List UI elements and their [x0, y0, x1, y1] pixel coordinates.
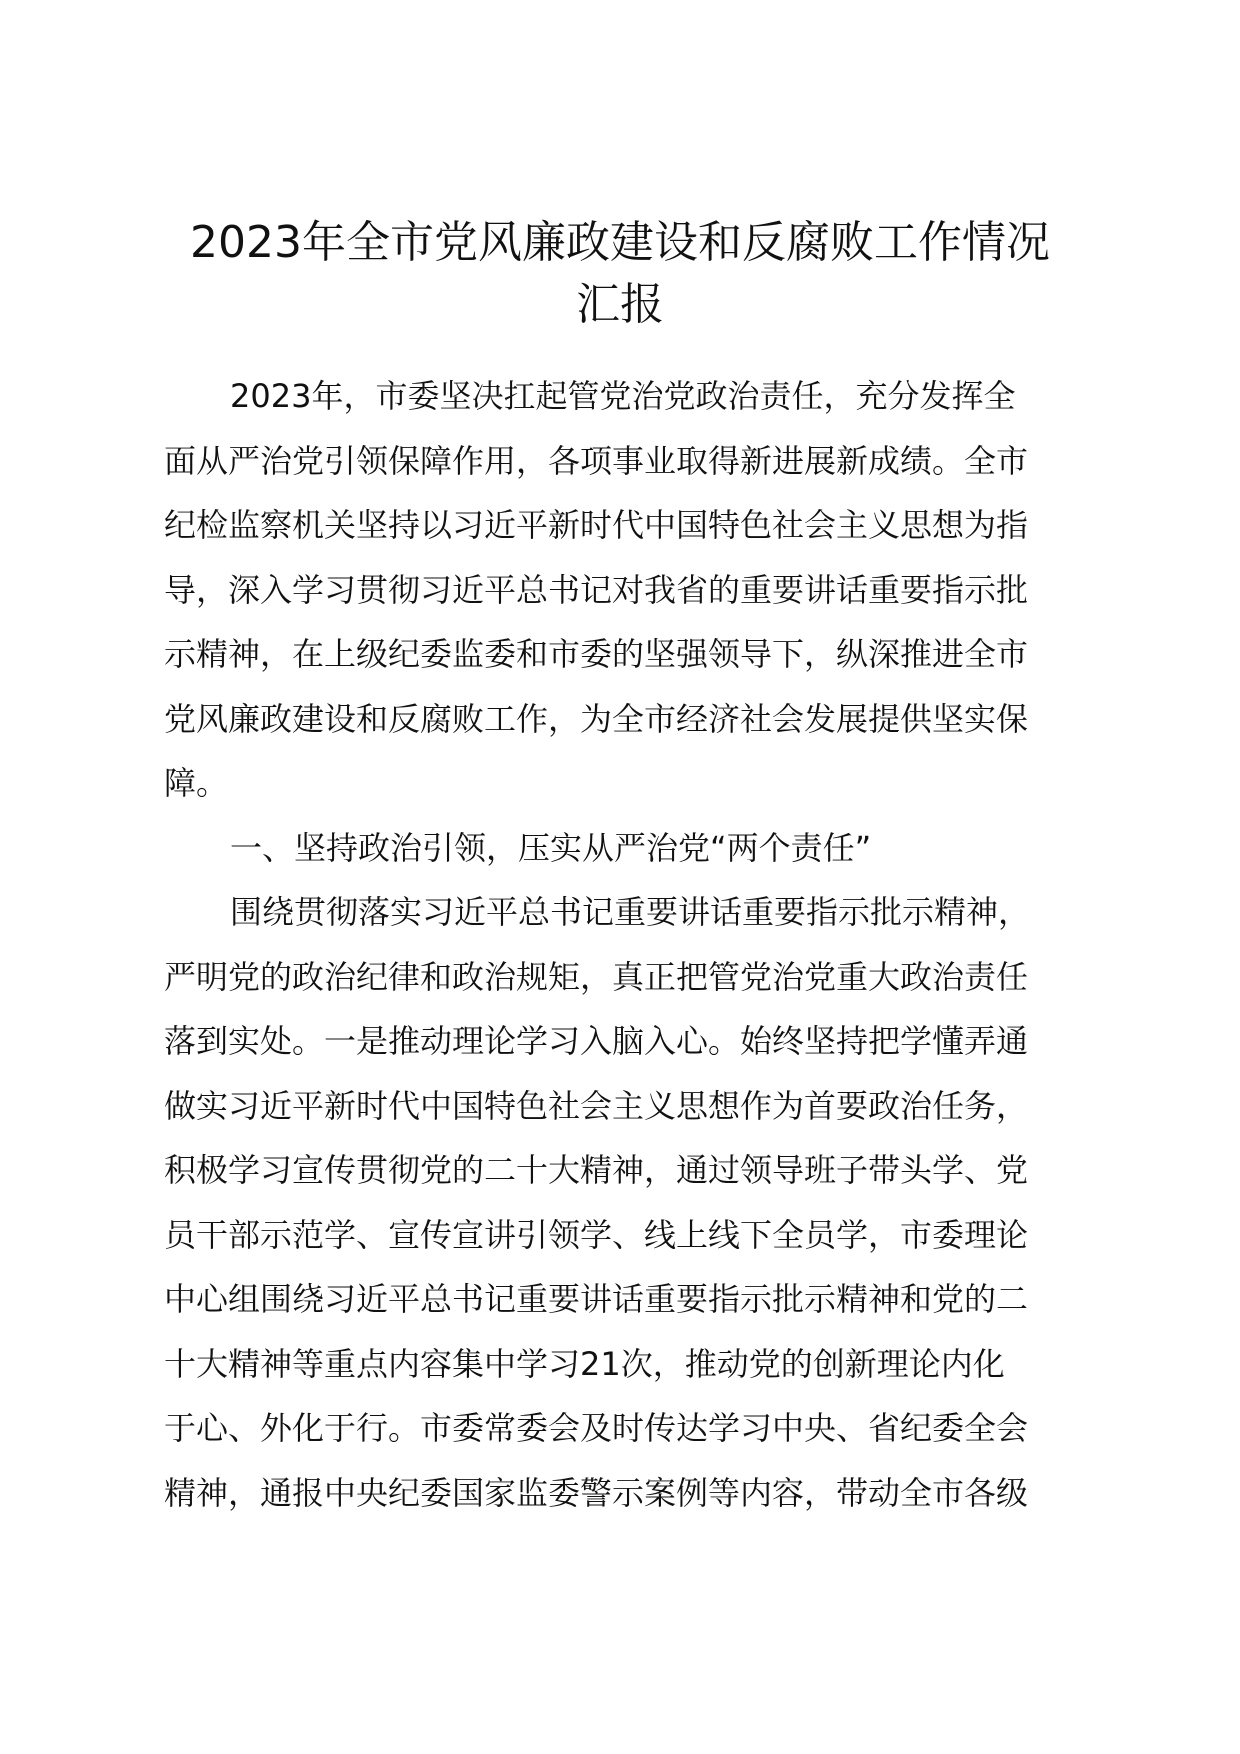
paragraph-line: 严明党的政治纪律和政治规矩，真正把管党治党重大政治责任	[164, 957, 1029, 996]
paragraph-line: 党风廉政建设和反腐败工作，为全市经济社会发展提供坚实保	[164, 699, 1029, 738]
paragraph-line: 纪检监察机关坚持以习近平新时代中国特色社会主义思想为指	[164, 506, 1029, 544]
paragraph-line: 精神，通报中央纪委国家监委警示案例等内容，带动全市各级	[164, 1473, 1029, 1512]
paragraph-line: 障。	[164, 764, 229, 802]
paragraph-line: 于心、外化于行。市委常委会及时传达学习中央、省纪委全会	[164, 1409, 1029, 1447]
section-heading: 一、坚持政治引领，压实从严治党“两个责任”	[230, 828, 872, 867]
paragraph-line: 面从严治党引领保障作用，各项事业取得新进展新成绩。全市	[164, 441, 1029, 480]
paragraph-line: 围绕贯彻落实习近平总书记重要讲话重要指示批示精神，	[230, 893, 1031, 931]
paragraph-line: 导，深入学习贯彻习近平总书记对我省的重要讲话重要指示批	[164, 570, 1029, 609]
title-line-2: 汇报	[576, 279, 664, 330]
paragraph-line: 积极学习宣传贯彻党的二十大精神，通过领导班子带头学、党	[164, 1151, 1029, 1189]
title-line-1: 2023年全市党风廉政建设和反腐败工作情况	[190, 217, 1050, 268]
document-title	[150, 212, 1090, 336]
paragraph-line: 2023年，市委坚决扛起管党治党政治责任，充分发挥全	[230, 377, 1016, 415]
document-body	[164, 364, 1094, 1525]
paragraph-line: 中心组围绕习近平总书记重要讲话重要指示批示精神和党的二	[164, 1280, 1029, 1318]
paragraph-line: 员干部示范学、宣传宣讲引领学、线上线下全员学，市委理论	[164, 1215, 1029, 1254]
paragraph-line: 落到实处。一是推动理论学习入脑入心。始终坚持把学懂弄通	[164, 1022, 1029, 1060]
paragraph-line: 做实习近平新时代中国特色社会主义思想作为首要政治任务，	[164, 1086, 1029, 1125]
paragraph-line: 十大精神等重点内容集中学习21次，推动党的创新理论内化	[164, 1344, 1005, 1383]
paragraph-line: 示精神，在上级纪委监委和市委的坚强领导下，纵深推进全市	[164, 635, 1029, 673]
